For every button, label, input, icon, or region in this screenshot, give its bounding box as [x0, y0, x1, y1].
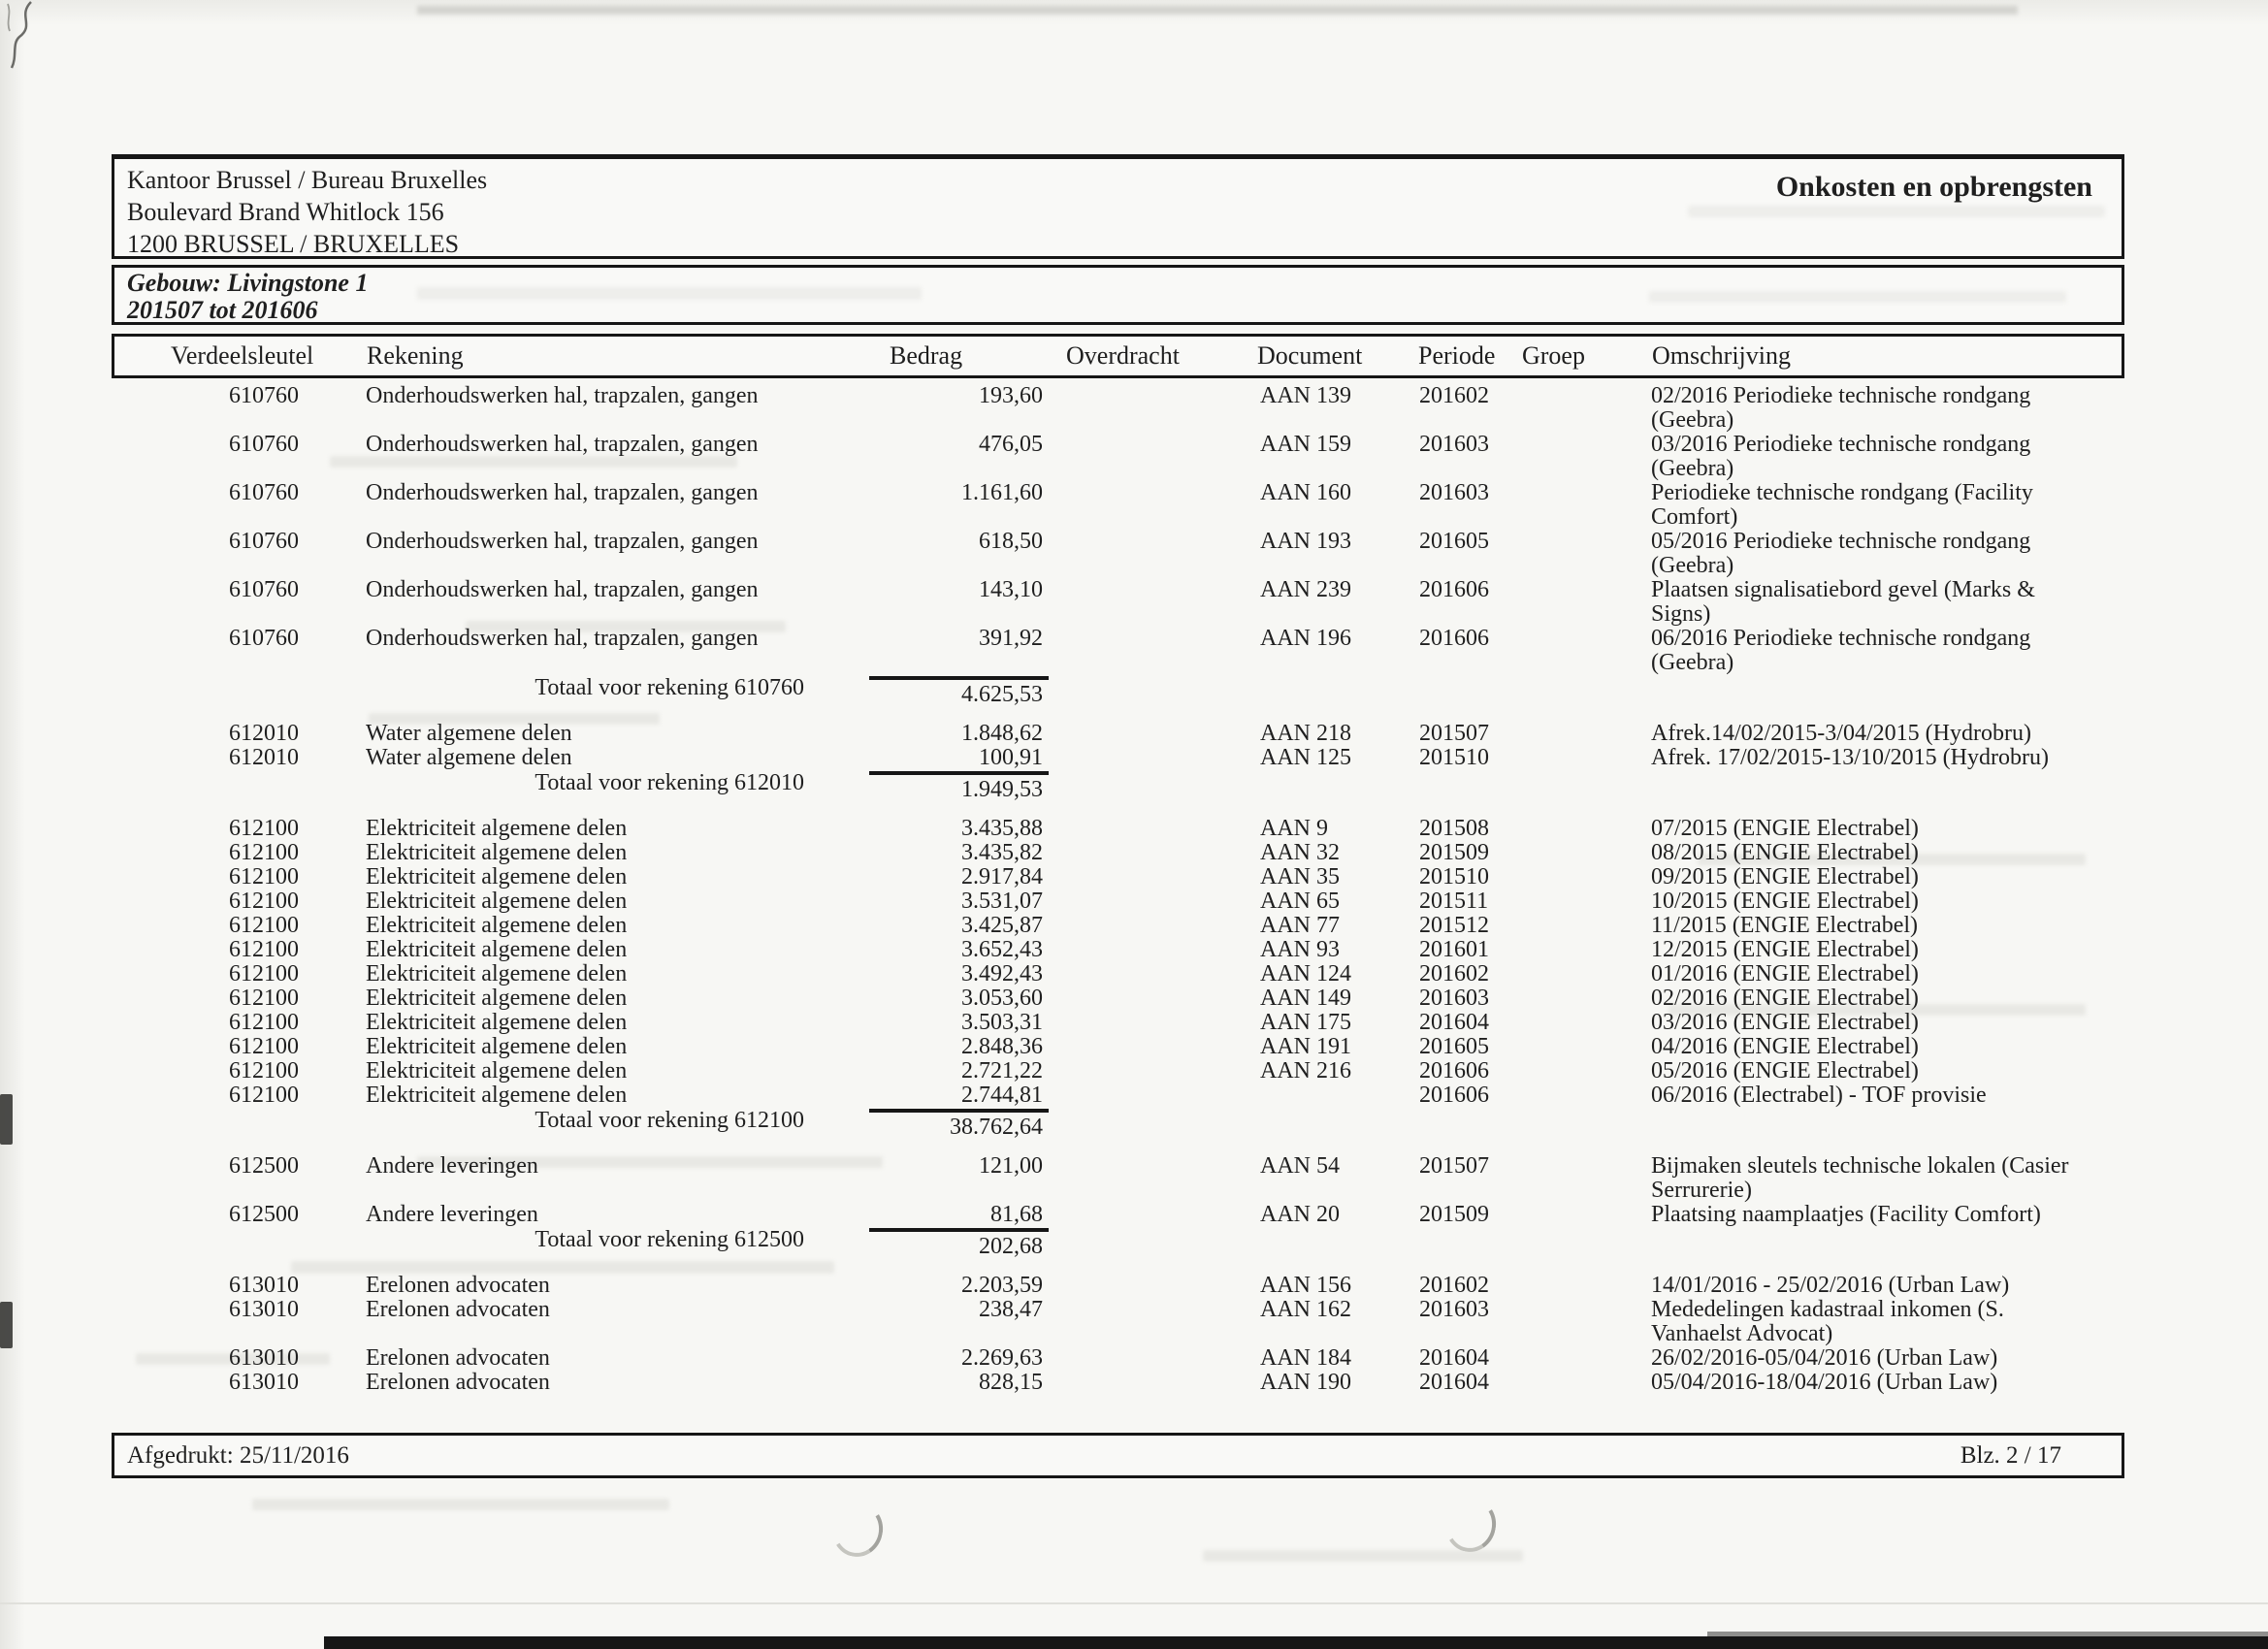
cell-verdeelsleutel: 612100	[229, 961, 299, 986]
cell-omschrijving: 03/2016 (ENGIE Electrabel)	[1651, 1010, 1919, 1035]
cell-bedrag: 143,10	[979, 577, 1043, 602]
cell-periode: 201602	[1419, 383, 1489, 408]
cell-rekening: Andere leveringen	[366, 1153, 538, 1179]
cell-verdeelsleutel: 610760	[229, 480, 299, 505]
cell-verdeelsleutel: 613010	[229, 1297, 299, 1322]
cell-groep	[1515, 746, 1641, 770]
cell-bedrag: 238,47	[979, 1297, 1043, 1322]
punch-hole-shadow	[827, 1498, 889, 1562]
cell-omschrijving: Afrek. 17/02/2015-13/10/2015 (Hydrobru)	[1651, 745, 2049, 770]
table-row	[113, 1203, 2122, 1227]
office-street: Boulevard Brand Whitlock 156	[127, 198, 444, 226]
cell-document: AAN 93	[1260, 937, 1340, 962]
cell-groep	[1515, 1371, 1641, 1395]
page-indicator: Blz. 2 / 17	[1960, 1442, 2061, 1469]
table-row	[113, 746, 2122, 770]
table-body	[113, 384, 2122, 1395]
cell-overdracht	[1054, 962, 1219, 986]
cell-rekening: Onderhoudswerken hal, trapzalen, gangen	[366, 383, 759, 408]
table-row	[113, 722, 2122, 746]
cell-verdeelsleutel: 613010	[229, 1273, 299, 1298]
cell-groep	[1515, 986, 1641, 1011]
cell-omschrijving: 07/2015 (ENGIE Electrabel)	[1651, 816, 1919, 841]
cell-document: AAN 124	[1260, 961, 1351, 986]
table-row	[113, 433, 2122, 481]
cell-rekening: Elektriciteit algemene delen	[366, 1058, 628, 1083]
column-header-overdracht: Overdracht	[1066, 341, 1180, 370]
cell-groep	[1515, 722, 1641, 746]
table-row	[113, 986, 2122, 1011]
cell-bedrag: 3.053,60	[961, 986, 1043, 1011]
cell-bedrag: 3.435,88	[961, 816, 1043, 841]
cell-omschrijving: 26/02/2016-05/04/2016 (Urban Law)	[1651, 1345, 1998, 1371]
scan-edge-mark	[0, 1094, 13, 1145]
cell-groep	[1515, 627, 1641, 675]
table-row	[113, 1035, 2122, 1059]
cell-bedrag: 193,60	[979, 383, 1043, 408]
cell-rekening: Water algemene delen	[366, 721, 572, 746]
cell-groep	[1515, 889, 1641, 914]
cell-document: AAN 160	[1260, 480, 1351, 505]
cell-rekening: Elektriciteit algemene delen	[366, 840, 628, 865]
cell-document: AAN 162	[1260, 1297, 1351, 1322]
cell-overdracht	[1054, 841, 1219, 865]
column-header-rekening: Rekening	[367, 341, 464, 370]
cell-overdracht	[1054, 746, 1219, 770]
cell-document: AAN 9	[1260, 816, 1328, 841]
paper-edge	[0, 1602, 2268, 1604]
footer-bar	[112, 1433, 2124, 1478]
total-label: Totaal voor rekening 610760	[535, 675, 804, 700]
table-row	[113, 889, 2122, 914]
cell-verdeelsleutel: 612100	[229, 1034, 299, 1059]
cell-rekening: Elektriciteit algemene delen	[366, 961, 628, 986]
cell-groep	[1515, 481, 1641, 530]
cell-verdeelsleutel: 612500	[229, 1153, 299, 1179]
cell-overdracht	[1054, 1035, 1219, 1059]
cell-verdeelsleutel: 612100	[229, 864, 299, 889]
cell-periode: 201602	[1419, 1273, 1489, 1298]
cell-bedrag: 2.269,63	[961, 1345, 1043, 1371]
cell-verdeelsleutel: 612100	[229, 1058, 299, 1083]
report-title: Onkosten en opbrengsten	[1775, 171, 2092, 203]
cell-omschrijving: 03/2016 Periodieke technische rondgang (Geebra)	[1651, 432, 2031, 481]
scan-edge-mark	[0, 1302, 13, 1348]
sum-line	[869, 1109, 1049, 1113]
cell-document: AAN 20	[1260, 1202, 1340, 1227]
cell-verdeelsleutel: 612100	[229, 913, 299, 938]
column-header-omschrijving: Omschrijving	[1652, 341, 1791, 370]
cell-bedrag: 3.652,43	[961, 937, 1043, 962]
cell-omschrijving: 08/2015 (ENGIE Electrabel)	[1651, 840, 1919, 865]
building-name: Gebouw: Livingstone 1	[127, 269, 369, 297]
cell-overdracht	[1054, 889, 1219, 914]
cell-periode: 201510	[1419, 864, 1489, 889]
punch-hole-shadow	[1441, 1493, 1502, 1557]
building-box	[112, 265, 2124, 325]
cell-periode: 201508	[1419, 816, 1489, 841]
cell-verdeelsleutel: 612010	[229, 721, 299, 746]
cell-periode: 201507	[1419, 1153, 1489, 1179]
cell-groep	[1515, 1011, 1641, 1035]
cell-document: AAN 159	[1260, 432, 1351, 457]
cell-rekening: Elektriciteit algemene delen	[366, 1083, 628, 1108]
cell-document: AAN 156	[1260, 1273, 1351, 1298]
table-row	[113, 817, 2122, 841]
cell-omschrijving: 01/2016 (ENGIE Electrabel)	[1651, 961, 1919, 986]
cell-groep	[1515, 841, 1641, 865]
cell-bedrag: 2.848,36	[961, 1034, 1043, 1059]
cell-verdeelsleutel: 612010	[229, 745, 299, 770]
cell-groep	[1515, 1298, 1641, 1346]
table-row	[113, 1154, 2122, 1203]
cell-overdracht	[1054, 817, 1219, 841]
cell-omschrijving: 02/2016 Periodieke technische rondgang (Geebra)	[1651, 383, 2031, 433]
cell-bedrag: 3.425,87	[961, 913, 1043, 938]
cell-document: AAN 239	[1260, 577, 1351, 602]
cell-bedrag: 81,68	[990, 1202, 1043, 1227]
total-label: Totaal voor rekening 612100	[535, 1108, 804, 1133]
column-header-groep: Groep	[1522, 341, 1585, 370]
cell-periode: 201507	[1419, 721, 1489, 746]
cell-bedrag: 391,92	[979, 626, 1043, 651]
cell-rekening: Erelonen advocaten	[366, 1273, 550, 1298]
table-row	[113, 914, 2122, 938]
cell-overdracht	[1054, 578, 1219, 627]
cell-groep	[1515, 384, 1641, 433]
cell-rekening: Andere leveringen	[366, 1202, 538, 1227]
table-header-row	[112, 334, 2124, 378]
cell-periode: 201510	[1419, 745, 1489, 770]
table-row	[113, 481, 2122, 530]
cell-verdeelsleutel: 612100	[229, 937, 299, 962]
office-city: 1200 BRUSSEL / BRUXELLES	[127, 230, 460, 258]
cell-document: AAN 184	[1260, 1345, 1351, 1371]
cell-groep	[1515, 530, 1641, 578]
table-row	[113, 938, 2122, 962]
cell-groep	[1515, 578, 1641, 627]
pen-scratch-mark	[2, 0, 60, 78]
cell-bedrag: 3.435,82	[961, 840, 1043, 865]
cell-omschrijving: 04/2016 (ENGIE Electrabel)	[1651, 1034, 1919, 1059]
cell-periode: 201606	[1419, 1083, 1489, 1108]
cell-verdeelsleutel: 613010	[229, 1370, 299, 1395]
cell-document: AAN 139	[1260, 383, 1351, 408]
cell-groep	[1515, 938, 1641, 962]
total-amount: 4.625,53	[875, 676, 1054, 707]
cell-periode: 201604	[1419, 1345, 1489, 1371]
bleed-through-smudge	[252, 1499, 669, 1510]
cell-omschrijving: Afrek.14/02/2015-3/04/2015 (Hydrobru)	[1651, 721, 2031, 746]
cell-verdeelsleutel: 613010	[229, 1345, 299, 1371]
cell-overdracht	[1054, 1274, 1219, 1298]
cell-periode: 201606	[1419, 626, 1489, 651]
cell-periode: 201603	[1419, 480, 1489, 505]
cell-bedrag: 2.721,22	[961, 1058, 1043, 1083]
sum-line	[869, 771, 1049, 775]
cell-bedrag: 1.161,60	[961, 480, 1043, 505]
table-row	[113, 384, 2122, 433]
cell-periode: 201605	[1419, 1034, 1489, 1059]
cell-groep	[1515, 817, 1641, 841]
cell-omschrijving: 10/2015 (ENGIE Electrabel)	[1651, 889, 1919, 914]
cell-omschrijving: 05/04/2016-18/04/2016 (Urban Law)	[1651, 1370, 1998, 1395]
total-row	[113, 771, 2122, 802]
cell-periode: 201604	[1419, 1370, 1489, 1395]
column-header-periode: Periode	[1418, 341, 1496, 370]
cell-bedrag: 476,05	[979, 432, 1043, 457]
cell-verdeelsleutel: 612500	[229, 1202, 299, 1227]
cell-verdeelsleutel: 610760	[229, 529, 299, 554]
cell-overdracht	[1054, 384, 1219, 433]
cell-bedrag: 100,91	[979, 745, 1043, 770]
cell-omschrijving: Mededelingen kadastraal inkomen (S. Vanhaelst Advocat)	[1651, 1297, 2004, 1346]
cell-overdracht	[1054, 914, 1219, 938]
cell-groep	[1515, 962, 1641, 986]
cell-rekening: Onderhoudswerken hal, trapzalen, gangen	[366, 529, 759, 554]
cell-document: AAN 216	[1260, 1058, 1351, 1083]
cell-bedrag: 3.503,31	[961, 1010, 1043, 1035]
cell-omschrijving: Periodieke technische rondgang (Facility Comfort)	[1651, 480, 2033, 530]
cell-overdracht	[1054, 1203, 1219, 1227]
cell-rekening: Elektriciteit algemene delen	[366, 913, 628, 938]
cell-document: AAN 149	[1260, 986, 1351, 1011]
cell-document: AAN 218	[1260, 721, 1351, 746]
cell-periode: 201604	[1419, 1010, 1489, 1035]
table-row	[113, 865, 2122, 889]
printed-date: Afgedrukt: 25/11/2016	[127, 1442, 349, 1469]
cell-periode: 201605	[1419, 529, 1489, 554]
cell-rekening: Elektriciteit algemene delen	[366, 937, 628, 962]
cell-omschrijving: 06/2016 (Electrabel) - TOF provisie	[1651, 1083, 1987, 1108]
cell-periode: 201509	[1419, 1202, 1489, 1227]
cell-bedrag: 121,00	[979, 1153, 1043, 1179]
cell-rekening: Onderhoudswerken hal, trapzalen, gangen	[366, 577, 759, 602]
cell-groep	[1515, 1346, 1641, 1371]
cell-periode: 201606	[1419, 1058, 1489, 1083]
cell-bedrag: 2.203,59	[961, 1273, 1043, 1298]
cell-rekening: Erelonen advocaten	[366, 1345, 550, 1371]
cell-overdracht	[1054, 938, 1219, 962]
cell-verdeelsleutel: 610760	[229, 577, 299, 602]
cell-rekening: Water algemene delen	[366, 745, 572, 770]
cell-bedrag: 3.531,07	[961, 889, 1043, 914]
cell-periode: 201603	[1419, 432, 1489, 457]
address-box	[112, 154, 2124, 259]
cell-rekening: Erelonen advocaten	[366, 1297, 550, 1322]
cell-omschrijving: 12/2015 (ENGIE Electrabel)	[1651, 937, 1919, 962]
total-label: Totaal voor rekening 612500	[535, 1227, 804, 1252]
cell-periode: 201512	[1419, 913, 1489, 938]
cell-omschrijving: 11/2015 (ENGIE Electrabel)	[1651, 913, 1919, 938]
cell-overdracht	[1054, 433, 1219, 481]
cell-overdracht	[1054, 1011, 1219, 1035]
cell-overdracht	[1054, 1298, 1219, 1346]
cell-document: AAN 77	[1260, 913, 1340, 938]
cell-overdracht	[1054, 481, 1219, 530]
cell-verdeelsleutel: 612100	[229, 1010, 299, 1035]
total-row	[113, 676, 2122, 707]
cell-omschrijving: 14/01/2016 - 25/02/2016 (Urban Law)	[1651, 1273, 2010, 1298]
cell-overdracht	[1054, 1346, 1219, 1371]
cell-groep	[1515, 914, 1641, 938]
total-row	[113, 1228, 2122, 1259]
cell-overdracht	[1054, 1371, 1219, 1395]
cell-groep	[1515, 1274, 1641, 1298]
cell-overdracht	[1054, 722, 1219, 746]
cell-document: AAN 193	[1260, 529, 1351, 554]
cell-document: AAN 125	[1260, 745, 1351, 770]
cell-omschrijving: Bijmaken sleutels technische lokalen (Casier Serrurerie)	[1651, 1153, 2069, 1203]
report-period: 201507 tot 201606	[127, 296, 318, 324]
bleed-through-smudge	[1203, 1550, 1523, 1562]
cell-periode: 201511	[1419, 889, 1489, 914]
table-row	[113, 1274, 2122, 1298]
cell-bedrag: 828,15	[979, 1370, 1043, 1395]
scan-noise-streak	[417, 6, 2018, 15]
cell-omschrijving: 06/2016 Periodieke technische rondgang (Geebra)	[1651, 626, 2031, 675]
cell-omschrijving: 05/2016 Periodieke technische rondgang (Geebra)	[1651, 529, 2031, 578]
scan-bottom-strip	[324, 1636, 2268, 1649]
cell-verdeelsleutel: 612100	[229, 816, 299, 841]
cell-document: AAN 54	[1260, 1153, 1340, 1179]
table-row	[113, 1059, 2122, 1083]
cell-rekening: Onderhoudswerken hal, trapzalen, gangen	[366, 432, 759, 457]
cell-groep	[1515, 1154, 1641, 1203]
cell-periode: 201603	[1419, 1297, 1489, 1322]
cell-bedrag: 618,50	[979, 529, 1043, 554]
column-header-verdeelsleutel: Verdeelsleutel	[171, 341, 314, 370]
sum-line	[869, 676, 1049, 680]
table-row	[113, 530, 2122, 578]
cell-bedrag: 1.848,62	[961, 721, 1043, 746]
table-row	[113, 841, 2122, 865]
cell-groep	[1515, 1035, 1641, 1059]
table-row	[113, 1346, 2122, 1371]
column-header-document: Document	[1257, 341, 1363, 370]
cell-bedrag: 2.917,84	[961, 864, 1043, 889]
cell-overdracht	[1054, 1083, 1219, 1108]
cell-verdeelsleutel: 612100	[229, 1083, 299, 1108]
table-row	[113, 962, 2122, 986]
cell-groep	[1515, 1203, 1641, 1227]
cell-groep	[1515, 1083, 1641, 1108]
cell-verdeelsleutel: 610760	[229, 626, 299, 651]
cell-omschrijving: 02/2016 (ENGIE Electrabel)	[1651, 986, 1919, 1011]
cell-document: AAN 32	[1260, 840, 1340, 865]
cell-groep	[1515, 1059, 1641, 1083]
sum-line	[869, 1228, 1049, 1232]
total-amount: 202,68	[875, 1228, 1054, 1259]
cell-verdeelsleutel: 610760	[229, 383, 299, 408]
cell-document: AAN 175	[1260, 1010, 1351, 1035]
cell-overdracht	[1054, 1154, 1219, 1203]
cell-rekening: Elektriciteit algemene delen	[366, 1010, 628, 1035]
table-row	[113, 627, 2122, 675]
cell-rekening: Onderhoudswerken hal, trapzalen, gangen	[366, 480, 759, 505]
cell-periode: 201601	[1419, 937, 1489, 962]
cell-document: AAN 35	[1260, 864, 1340, 889]
cell-rekening: Elektriciteit algemene delen	[366, 864, 628, 889]
table-row	[113, 1371, 2122, 1395]
cell-omschrijving: Plaatsing naamplaatjes (Facility Comfort)	[1651, 1202, 2041, 1227]
cell-rekening: Elektriciteit algemene delen	[366, 1034, 628, 1059]
cell-bedrag: 3.492,43	[961, 961, 1043, 986]
cell-verdeelsleutel: 612100	[229, 986, 299, 1011]
cell-omschrijving: 05/2016 (ENGIE Electrabel)	[1651, 1058, 1919, 1083]
column-header-bedrag: Bedrag	[890, 341, 963, 370]
cell-periode: 201509	[1419, 840, 1489, 865]
cell-omschrijving: 09/2015 (ENGIE Electrabel)	[1651, 864, 1919, 889]
cell-periode: 201603	[1419, 986, 1489, 1011]
cell-document: AAN 196	[1260, 626, 1351, 651]
cell-rekening: Erelonen advocaten	[366, 1370, 550, 1395]
table-row	[113, 1011, 2122, 1035]
cell-overdracht	[1054, 986, 1219, 1011]
cell-document: AAN 65	[1260, 889, 1340, 914]
cell-verdeelsleutel: 612100	[229, 840, 299, 865]
cell-omschrijving: Plaatsen signalisatiebord gevel (Marks & Signs)	[1651, 577, 2035, 627]
cell-overdracht	[1054, 1059, 1219, 1083]
table-row	[113, 1298, 2122, 1346]
table-row	[113, 578, 2122, 627]
office-name: Kantoor Brussel / Bureau Bruxelles	[127, 166, 488, 194]
cell-groep	[1515, 865, 1641, 889]
cell-verdeelsleutel: 612100	[229, 889, 299, 914]
total-amount: 38.762,64	[875, 1109, 1054, 1140]
table-row	[113, 1083, 2122, 1108]
cell-rekening: Elektriciteit algemene delen	[366, 889, 628, 914]
total-amount: 1.949,53	[875, 771, 1054, 802]
cell-periode: 201602	[1419, 961, 1489, 986]
total-label: Totaal voor rekening 612010	[535, 770, 804, 795]
cell-bedrag: 2.744,81	[961, 1083, 1043, 1108]
cell-groep	[1515, 433, 1641, 481]
cell-document	[1219, 1083, 1404, 1108]
total-row	[113, 1109, 2122, 1140]
cell-rekening: Elektriciteit algemene delen	[366, 986, 628, 1011]
cell-rekening: Elektriciteit algemene delen	[366, 816, 628, 841]
cell-overdracht	[1054, 865, 1219, 889]
cell-overdracht	[1054, 530, 1219, 578]
cell-overdracht	[1054, 627, 1219, 675]
cell-rekening: Onderhoudswerken hal, trapzalen, gangen	[366, 626, 759, 651]
cell-periode: 201606	[1419, 577, 1489, 602]
cell-verdeelsleutel: 610760	[229, 432, 299, 457]
cell-document: AAN 190	[1260, 1370, 1351, 1395]
scan-left-shadow	[0, 0, 25, 1649]
cell-document: AAN 191	[1260, 1034, 1351, 1059]
